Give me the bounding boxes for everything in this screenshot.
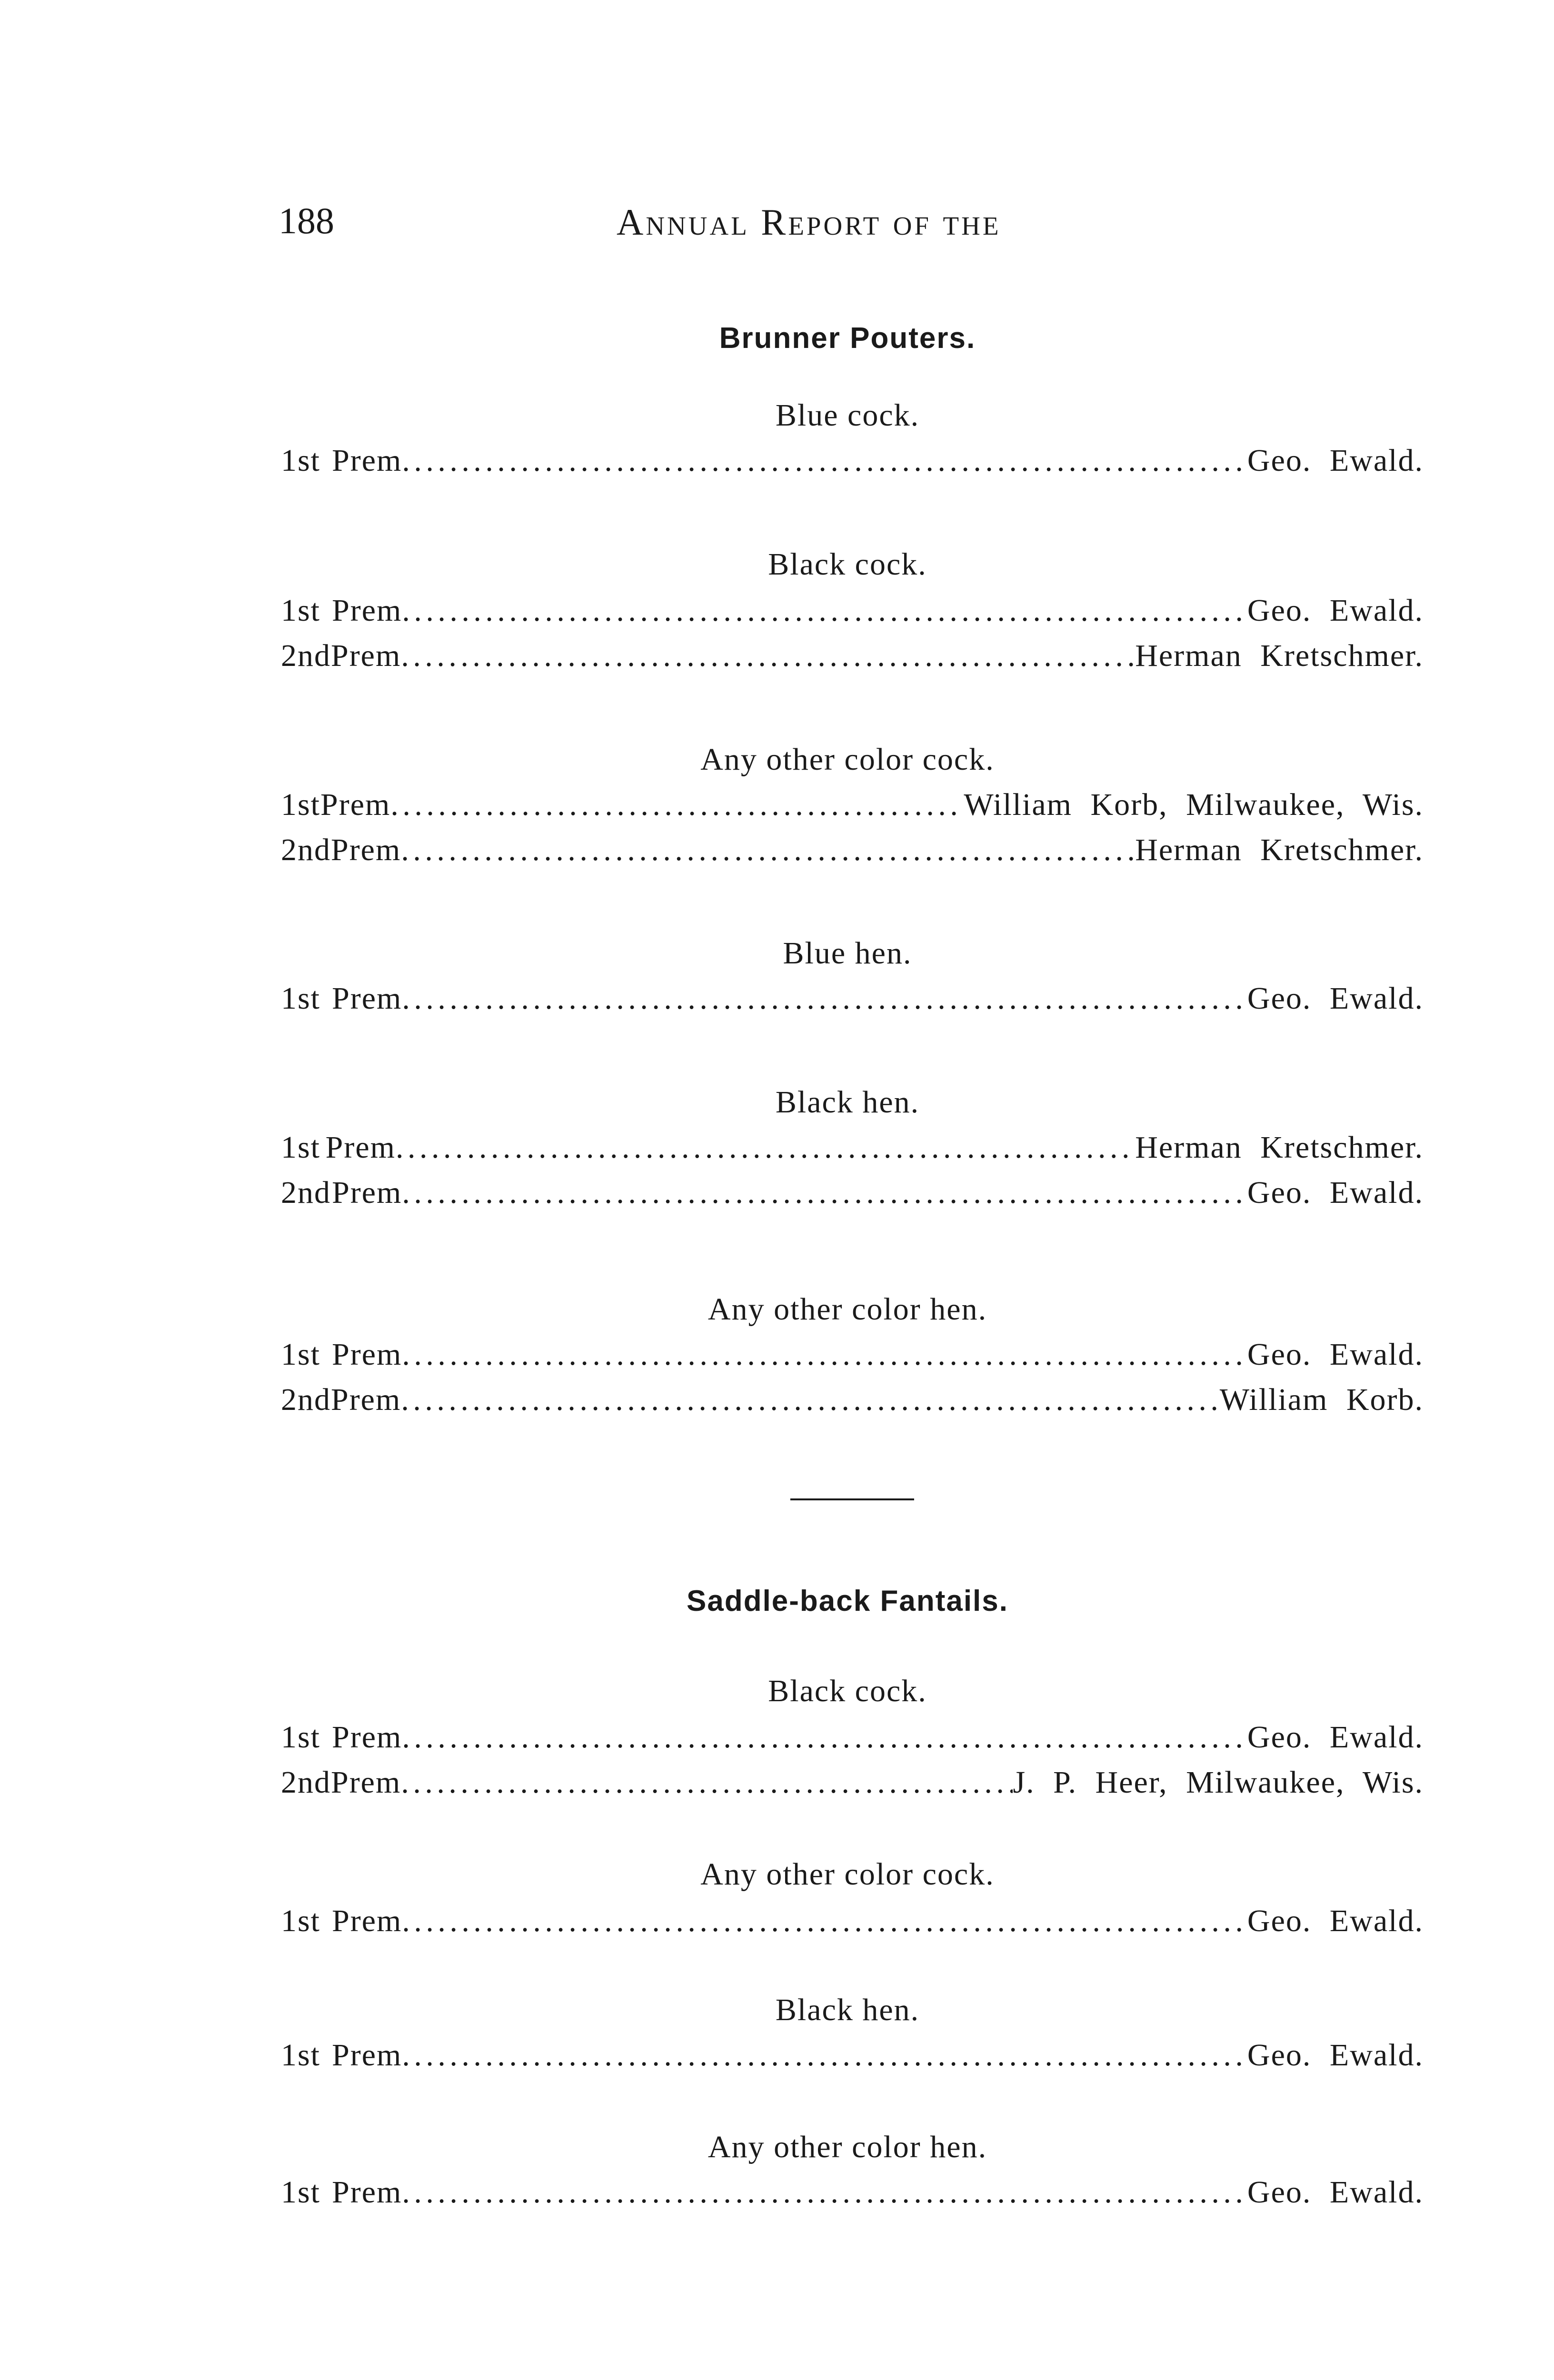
award-winner: Geo. Ewald.: [1247, 1337, 1424, 1372]
award-place: 1st: [281, 787, 321, 822]
award-prize: Prem: [331, 1765, 401, 1800]
dot-leader: [401, 834, 1135, 866]
award-entry: [281, 1132, 1424, 1163]
award-place: 1st: [281, 1130, 321, 1165]
dot-leader: [401, 1767, 1013, 1798]
award-prize: Prem: [332, 981, 402, 1016]
award-winner: Herman Kretschmer.: [1135, 1130, 1424, 1165]
award-place: 2nd: [281, 1765, 331, 1800]
section-title: Brunner Pouters.: [719, 322, 976, 355]
award-entry: [281, 1384, 1424, 1416]
dot-leader: [402, 1722, 1247, 1753]
award-place: 2nd: [281, 1382, 331, 1417]
award-entry: [281, 983, 1424, 1014]
award-winner: Geo. Ewald.: [1247, 593, 1424, 628]
award-entry: [281, 2040, 1424, 2071]
award-prize: Prem: [332, 593, 402, 628]
award-entry: [281, 834, 1424, 866]
award-prize: Prem: [325, 1130, 396, 1165]
dot-leader: [396, 1132, 1135, 1163]
class-heading: Any other color hen.: [707, 2130, 987, 2164]
section-divider-rule: [790, 1498, 914, 1500]
dot-leader: [390, 789, 964, 821]
award-prize: Prem: [331, 1382, 401, 1417]
award-winner: Geo. Ewald.: [1247, 443, 1424, 478]
class-heading: Black hen.: [775, 1993, 920, 2027]
award-winner: Geo. Ewald.: [1247, 1175, 1424, 1210]
dot-leader: [402, 983, 1247, 1014]
dot-leader: [401, 1384, 1219, 1416]
award-entry: [281, 2177, 1424, 2208]
award-prize: Prem: [320, 787, 391, 822]
award-winner: William Korb, Milwaukee, Wis.: [964, 787, 1424, 822]
award-entry: [281, 445, 1424, 476]
award-prize: Prem: [332, 1337, 402, 1372]
award-prize: Prem: [332, 1720, 402, 1755]
award-entry: [281, 1177, 1424, 1209]
award-winner: Geo. Ewald.: [1247, 1904, 1424, 1938]
award-place: 1st: [281, 443, 321, 478]
award-place: 1st: [281, 981, 321, 1016]
dot-leader: [401, 640, 1135, 672]
award-place: 1st: [281, 2175, 321, 2210]
class-heading: Any other color cock.: [700, 1857, 995, 1892]
award-place: 2nd: [281, 638, 331, 673]
award-place: 1st: [281, 1904, 321, 1938]
award-entry: [281, 1339, 1424, 1370]
award-winner: Geo. Ewald.: [1247, 2175, 1424, 2210]
award-place: 2nd: [281, 1175, 331, 1210]
class-heading: Any other color hen.: [707, 1292, 987, 1327]
award-entry: [281, 789, 1424, 821]
class-heading: Any other color cock.: [700, 742, 995, 777]
dot-leader: [402, 2040, 1247, 2071]
section-title: Saddle-back Fantails.: [687, 1585, 1008, 1617]
page-number: 188: [279, 200, 334, 241]
dot-leader: [402, 1177, 1247, 1209]
award-prize: Prem: [331, 638, 401, 673]
class-heading: Black hen.: [775, 1085, 920, 1120]
award-prize: Prem: [332, 443, 402, 478]
award-winner: Herman Kretschmer.: [1135, 833, 1424, 867]
class-heading: Blue hen.: [783, 936, 912, 971]
award-entry: [281, 1905, 1424, 1937]
dot-leader: [402, 1905, 1247, 1937]
dot-leader: [402, 2177, 1247, 2208]
award-entry: [281, 1767, 1424, 1798]
class-heading: Blue cock.: [775, 398, 920, 433]
award-prize: Prem: [332, 2038, 402, 2073]
award-place: 1st: [281, 593, 321, 628]
award-winner: William Korb.: [1219, 1382, 1424, 1417]
award-entry: [281, 640, 1424, 672]
award-prize: Prem: [332, 2175, 402, 2210]
dot-leader: [402, 445, 1247, 476]
award-entry: [281, 595, 1424, 626]
award-winner: Geo. Ewald.: [1247, 1720, 1424, 1755]
award-winner: Geo. Ewald.: [1247, 981, 1424, 1016]
dot-leader: [402, 1339, 1247, 1370]
award-winner: Geo. Ewald.: [1247, 2038, 1424, 2073]
award-prize: Prem: [332, 1904, 402, 1938]
class-heading: Black cock.: [768, 547, 927, 582]
award-entry: [281, 1722, 1424, 1753]
award-place: 1st: [281, 2038, 321, 2073]
class-heading: Black cock.: [768, 1674, 927, 1708]
award-winner: J. P. Heer, Milwaukee, Wis.: [1013, 1765, 1424, 1800]
award-place: 2nd: [281, 833, 331, 867]
running-head: Annual Report of the: [617, 201, 1001, 243]
award-winner: Herman Kretschmer.: [1135, 638, 1424, 673]
award-place: 1st: [281, 1337, 321, 1372]
award-prize: Prem: [331, 833, 401, 867]
award-prize: Prem: [332, 1175, 402, 1210]
dot-leader: [402, 595, 1247, 626]
award-place: 1st: [281, 1720, 321, 1755]
